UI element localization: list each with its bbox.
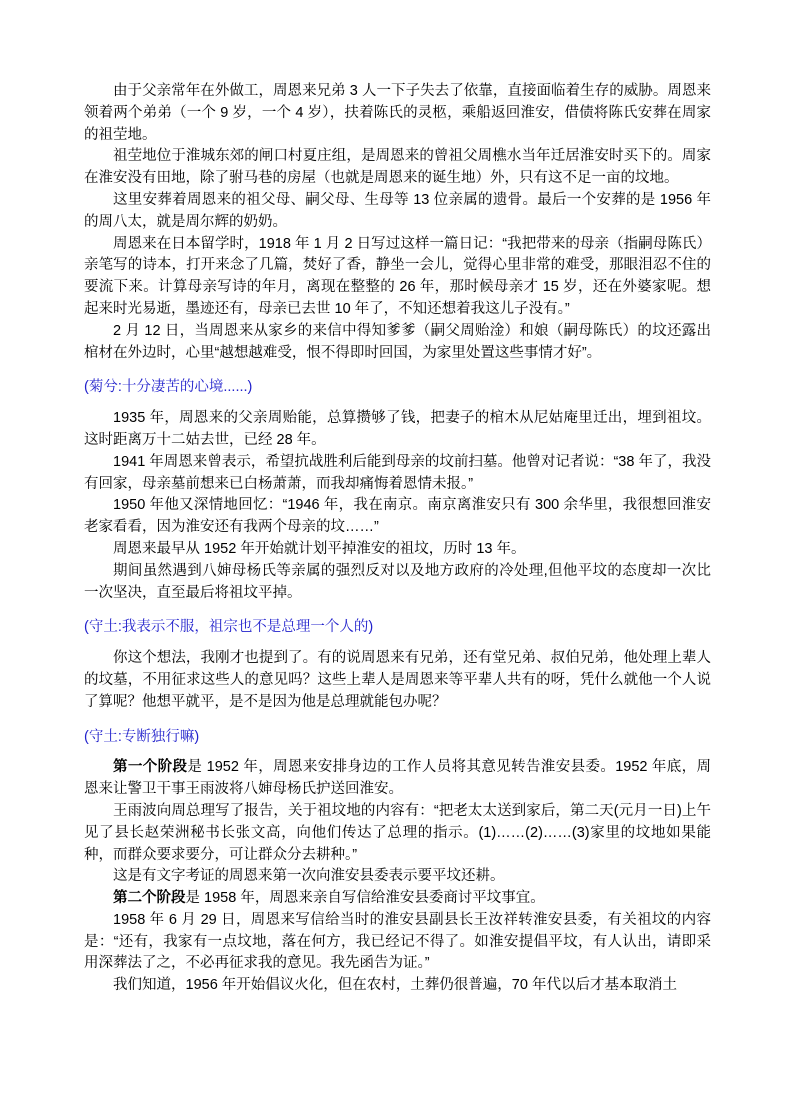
paragraph: 第二个阶段是 1958 年，周恩来亲自写信给淮安县委商讨平坟事宜。 [113,890,545,907]
paragraph: 期间虽然遇到八婶母杨氏等亲属的强烈反对以及地方政府的冷处理,但他平坟的态度却一次比一次坚决，直至最后将祖坟平掉。 [84,562,711,601]
annotation-line: (守土:专断独行嘛) [84,728,200,745]
paragraph: 这里安葬着周恩来的祖父母、嗣父母、生母等 13 位亲属的遗骨。最后一个安葬的是 1956 年的周八太，就是周尔辉的奶奶。 [84,191,711,230]
annotation-line: (守土:我表示不服，祖宗也不是总理一个人的) [84,619,374,636]
document-content [84,81,711,997]
paragraph: 周恩来在日本留学时，1918 年 1 月 2 日写过这样一篇日记：“我把带来的母亲（指嗣母陈氏）亲笔写的诗本，打开来念了几篇，焚好了香，静坐一会儿，觉得心里非常的难受，那眼泪忍不住的要流下来。计算母亲写诗的年月，离现在整整的 26 年，那时候母亲才 15 岁，还在外婆家呢。想起来时光易逝，墨迹还有，母亲已去世 10 年了，不知还想着我这儿子没有。” [84,235,711,317]
paragraph: 由于父亲常年在外做工，周恩来兄弟 3 人一下子失去了依靠，直接面临着生存的威胁。周恩来领着两个弟弟（一个 9 岁，一个 4 岁），扶着陈氏的灵柩，乘船返回淮安，借债将陈氏安葬在周家的祖茔地。 [84,83,711,143]
paragraph: 这是有文字考证的周恩来第一次向淮安县委表示要平坟还耕。 [113,868,505,885]
paragraph-bold-lead: 第一个阶段 [113,759,188,776]
annotation-line: (菊兮:十分凄苦的心境......) [84,379,253,396]
paragraph: 1935 年，周恩来的父亲周贻能，总算攒够了钱，把妻子的棺木从尼姑庵里迁出，埋到祖坟。这时距离万十二姑去世，已经 28 年。 [84,410,711,448]
paragraph: 1950 年他又深情地回忆：“1946 年，我在南京。南京离淮安只有 300 余华里，我很想回淮安老家看看，因为淮安还有我两个母亲的坟……” [84,497,711,536]
paragraph: 1958 年 6 月 29 日，周恩来写信给当时的淮安县副县长王汝祥转淮安县委，有关祖坟的内容是：“还有，我家有一点坟地，落在何方，我已经记不得了。如淮安提倡平坟，有人认出，请即采用深葬法了之，不必再征求我的意见。我先函告为证。” [84,911,711,972]
paragraph: 王雨波向周总理写了报告，关于祖坟地的内容有：“把老太太送到家后，第二天(元月一日)上午见了县长赵荣洲秘书长张文高，向他们传达了总理的指示。(1)……(2)……(3)家里的坟地如果能种，而群众要求要分，可让群众分去耕种。” [84,802,711,863]
paragraph: 我们知道，1956 年开始倡议火化，但在农村，土葬仍很普遍，70 年代以后才基本取消土 [113,977,677,994]
paragraph: 祖茔地位于淮城东郊的闸口村夏庄组，是周恩来的曾祖父周樵水当年迁居淮安时买下的。周家在淮安没有田地，除了驸马巷的房屋（也就是周恩来的诞生地）外，只有这不足一亩的坟地。 [84,148,711,187]
paragraph: 第一个阶段是 1952 年，周恩来安排身边的工作人员将其意见转告淮安县委。1952 年底，周恩来让警卫干事王雨波将八婶母杨氏护送回淮安。 [84,759,712,798]
paragraph: 你这个想法，我刚才也提到了。有的说周恩来有兄弟，还有堂兄弟、叔伯兄弟，他处理上辈人的坟墓，不用征求这些人的意见吗？这些上辈人是周恩来等平辈人共有的呀，凭什么就他一个人说了算呢？他想平就平，是不是因为他是总理就能包办呢？ [84,650,711,710]
paragraph-bold-lead: 第二个阶段 [113,890,186,907]
paragraph: 周恩来最早从 1952 年开始就计划平掉淮安的祖坟，历时 13 年。 [113,540,526,557]
paragraph: 2 月 12 日，当周恩来从家乡的来信中得知爹爹（嗣父周贻淦）和娘（嗣母陈氏）的坟还露出棺材在外边时，心里“越想越难受，恨不得即时回国，为家里处置这些事情才好”。 [84,322,711,361]
paragraph: 1941 年周恩来曾表示，希望抗战胜利后能到母亲的坟前扫墓。他曾对记者说：“38 年了，我没有回家，母亲墓前想来已白杨萧萧，而我却痛悔着恩情未报。” [84,453,711,492]
